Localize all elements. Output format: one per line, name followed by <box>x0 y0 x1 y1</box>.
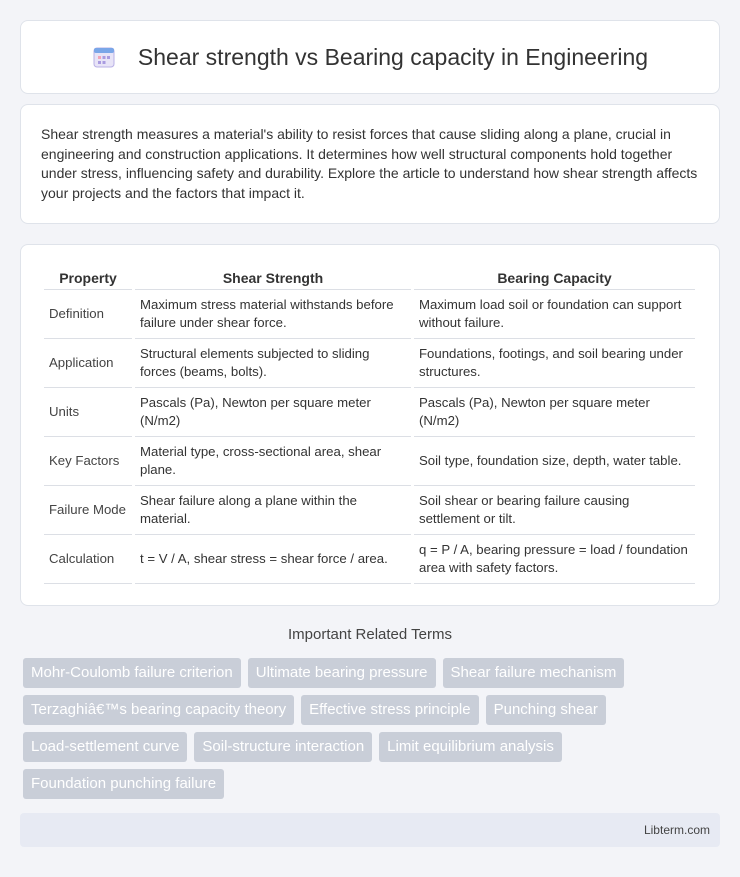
table-row <box>44 388 695 437</box>
header-card <box>20 20 720 94</box>
row-bearing-capacity: Pascals (Pa), Newton per square meter (N/m2) <box>414 388 695 437</box>
row-bearing-capacity: Soil type, foundation size, depth, water table. <box>414 437 695 486</box>
table-row <box>44 290 695 339</box>
table-row <box>44 339 695 388</box>
row-bearing-capacity: Maximum load soil or foundation can support without failure. <box>414 290 695 339</box>
related-term-tag[interactable]: Load-settlement curve <box>23 732 187 762</box>
footer-site-link[interactable]: Libterm.com <box>643 823 710 837</box>
comparison-table-card <box>20 244 720 606</box>
row-property: Application <box>44 339 132 388</box>
related-term-tag[interactable]: Foundation punching failure <box>23 769 224 799</box>
related-term-tag[interactable]: Limit equilibrium analysis <box>379 732 562 762</box>
column-header-bearing-capacity: Bearing Capacity <box>414 263 695 290</box>
related-term-tag[interactable]: Soil-structure interaction <box>194 732 372 762</box>
column-header-property: Property <box>44 263 132 290</box>
row-bearing-capacity: q = P / A, bearing pressure = load / foundation area with safety factors. <box>414 535 695 584</box>
related-term-tag[interactable]: Mohr-Coulomb failure criterion <box>23 658 241 688</box>
related-terms-list <box>23 658 723 799</box>
table-row <box>44 437 695 486</box>
related-term-tag[interactable]: Effective stress principle <box>301 695 478 725</box>
row-property: Failure Mode <box>44 486 132 535</box>
page-title: Shear strength vs Bearing capacity in Engineering <box>137 43 649 70</box>
row-shear-strength: Maximum stress material withstands before failure under shear force. <box>135 290 411 339</box>
row-shear-strength: t = V / A, shear stress = shear force / area. <box>135 535 411 584</box>
table-row <box>44 486 695 535</box>
row-property: Key Factors <box>44 437 132 486</box>
related-term-tag[interactable]: Terzaghiâ€™s bearing capacity theory <box>23 695 294 725</box>
table-header-row <box>44 263 695 290</box>
row-shear-strength: Shear failure along a plane within the material. <box>135 486 411 535</box>
related-term-tag[interactable]: Shear failure mechanism <box>443 658 625 688</box>
intro-text: Shear strength measures a material's ability to resist forces that cause sliding along a plane, crucial in engineering and construction applications. It determines how well structural components hold together under stress, influencing safety and durability. Explore the article to understand how shear strength affects your projects and the factors that impact it. <box>41 126 698 201</box>
row-property: Units <box>44 388 132 437</box>
row-property: Calculation <box>44 535 132 584</box>
row-shear-strength: Structural elements subjected to sliding forces (beams, bolts). <box>135 339 411 388</box>
column-header-shear-strength: Shear Strength <box>135 263 411 290</box>
intro-card <box>20 104 720 224</box>
related-term-tag[interactable]: Ultimate bearing pressure <box>248 658 436 688</box>
related-terms-title: Important Related Terms <box>288 626 452 643</box>
related-term-tag[interactable]: Punching shear <box>486 695 606 725</box>
row-shear-strength: Pascals (Pa), Newton per square meter (N/m2) <box>135 388 411 437</box>
row-shear-strength: Material type, cross-sectional area, shear plane. <box>135 437 411 486</box>
table-row <box>44 535 695 584</box>
row-bearing-capacity: Foundations, footings, and soil bearing under structures. <box>414 339 695 388</box>
row-bearing-capacity: Soil shear or bearing failure causing settlement or tilt. <box>414 486 695 535</box>
footer <box>20 813 720 847</box>
row-property: Definition <box>44 290 132 339</box>
calendar-icon <box>92 45 116 69</box>
comparison-table <box>41 263 698 584</box>
